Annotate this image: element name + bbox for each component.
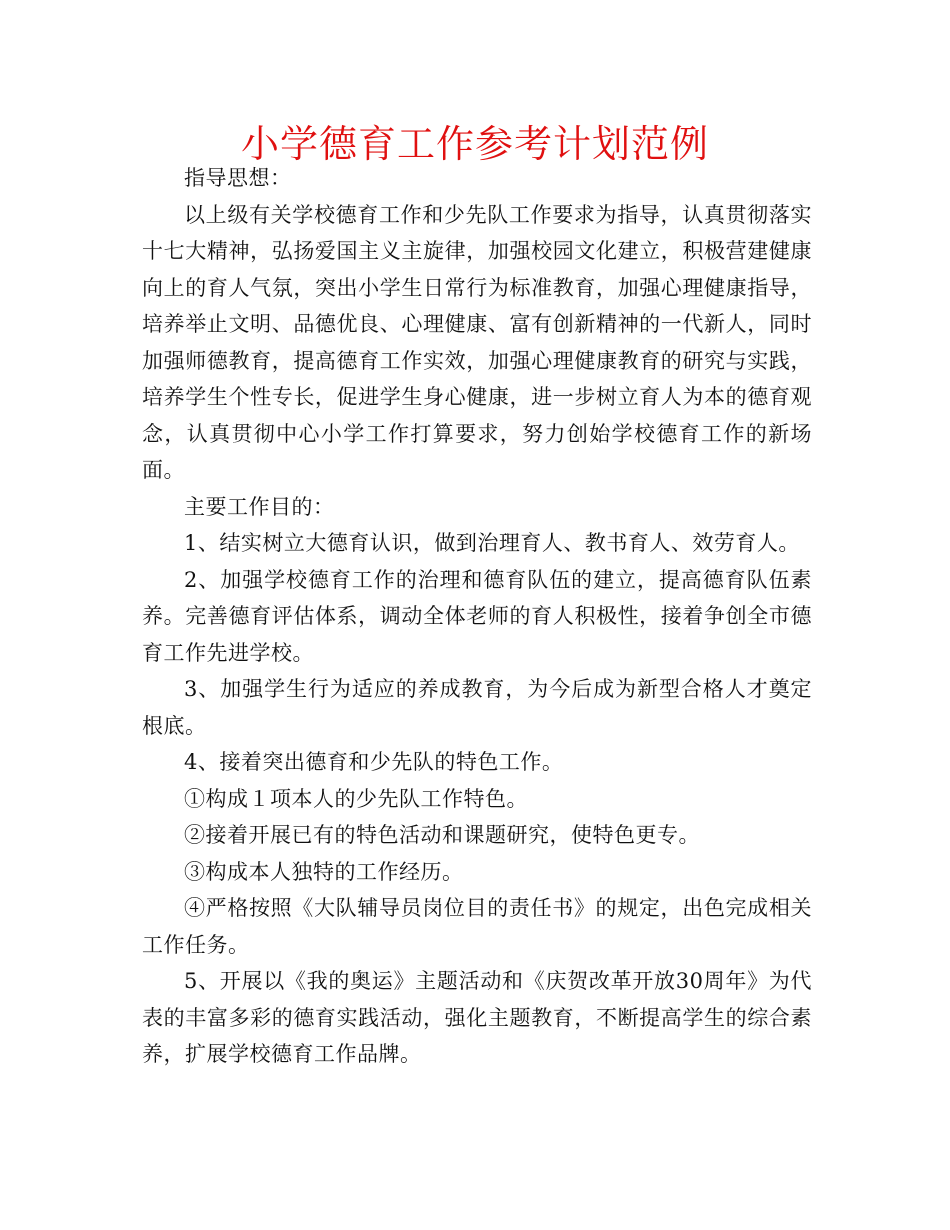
heading-guiding-thought: 指导思想：	[184, 166, 292, 190]
goal-item-2: 2、加强学校德育工作的治理和德育队伍的建立，提高德育队伍素养。完善德育评估体系，调动全体老师的育人积极性，接着争创全市德育工作先进学校。	[142, 567, 812, 665]
goal-subitem-3: ③构成本人独特的工作经历。	[184, 859, 464, 884]
goal-subitem-2: ②接着开展已有的特色活动和课题研究，使特色更专。	[184, 823, 700, 847]
document-body	[142, 160, 812, 1073]
paragraph-guiding-thought: 以上级有关学校德育工作和少先队工作要求为指导，认真贯彻落实十七大精神，弘扬爱国主义主旋律，加强校园文化建立，积极营建健康向上的育人气氛，突出小学生日常行为标准教育，加强心理健康指导，培养举止文明、品德优良、心理健康、富有创新精神的一代新人，同时加强师德教育，提高德育工作实效，加强心理健康教育的研究与实践，培养学生个性专长，促进学生身心健康，进一步树立育人为本的德育观念，认真贯彻中心小学工作打算要求，努力创始学校德育工作的新场面。	[142, 202, 812, 482]
goal-subitem-1: ①构成１项本人的少先队工作特色。	[184, 786, 528, 811]
goal-item-1: 1、结实树立大德育认识，做到治理育人、教书育人、效劳育人。	[184, 531, 800, 555]
document-title: 小学德育工作参考计划范例	[240, 122, 709, 166]
goal-item-4: 4、接着突出德育和少先队的特色工作。	[184, 750, 564, 774]
heading-main-goals: 主要工作目的：	[184, 494, 335, 519]
goal-subitem-4: ④严格按照《大队辅导员岗位目的责任书》的规定，出色完成相关工作任务。	[142, 896, 812, 957]
goal-item-5: 5、开展以《我的奥运》主题活动和《庆贺改革开放30周年》为代表的丰富多彩的德育实践活动，强化主题教育，不断提高学生的综合素养，扩展学校德育工作品牌。	[142, 969, 812, 1066]
goal-item-3: 3、加强学生行为适应的养成教育，为今后成为新型合格人才奠定根底。	[142, 677, 812, 738]
